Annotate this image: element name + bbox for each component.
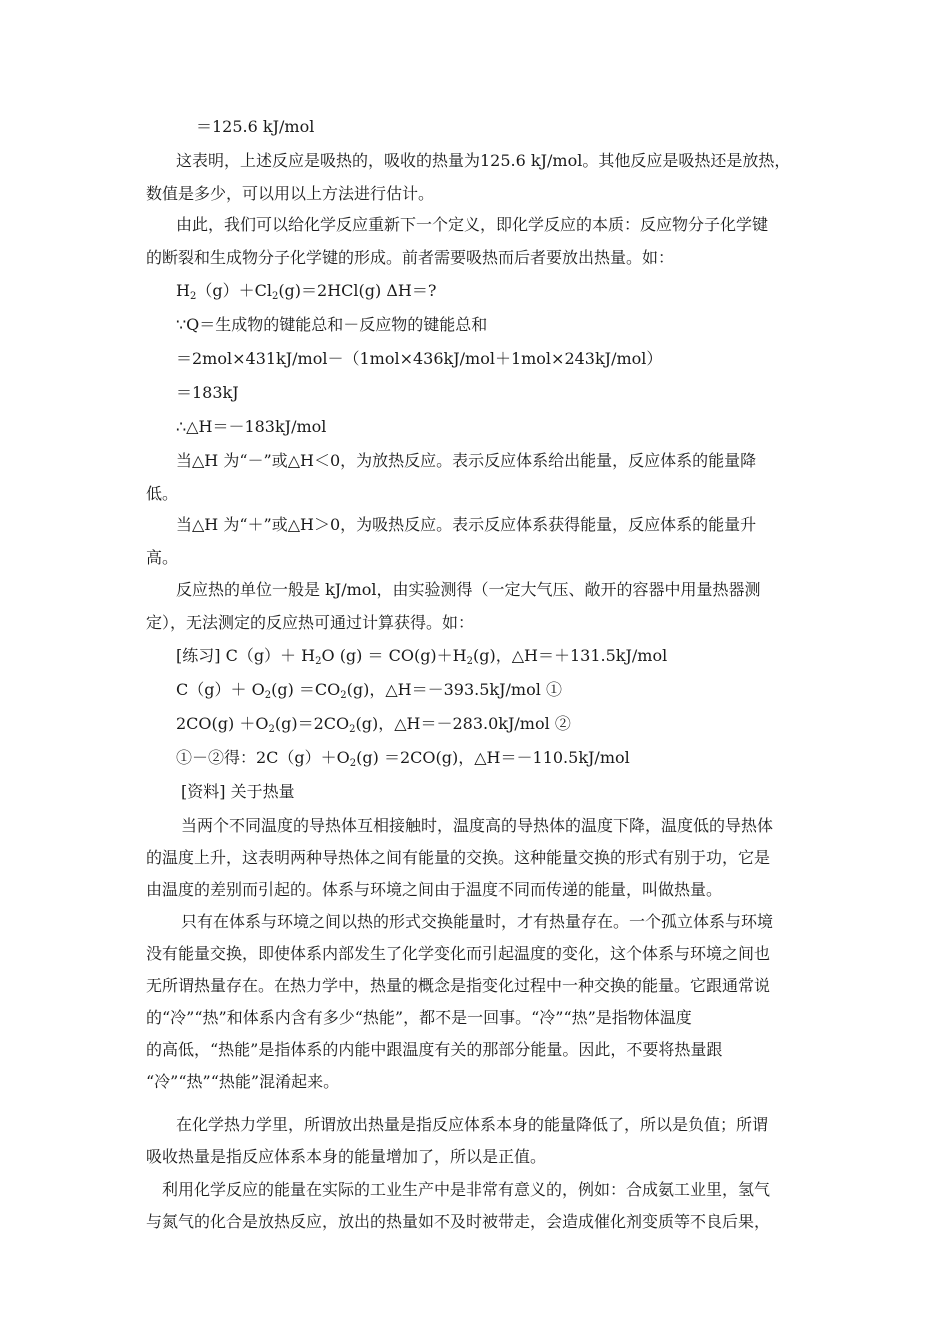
equation-line: [练习] $C(g)+ H_2O$ $(g) = CO(g)+H_2(g)$，△H＝＋131.5kJ/mol [176, 646, 668, 667]
text-line: 低。 [146, 484, 179, 503]
text-line: 当两个不同温度的导热体互相接触时，温度高的导热体的温度下降，温度低的导热体 [181, 816, 774, 835]
text-line: ＝125.6 kJ/mol [196, 117, 315, 136]
text-line: “冷”“热”“热能”混淆起来。 [146, 1072, 340, 1091]
text-line: 当△H 为“－”或△H＜0，为放热反应。表示反应体系给出能量，反应体系的能量降 [176, 451, 757, 470]
equation-line: ＝183kJ [176, 383, 239, 402]
equation-line: ∵Q＝生成物的键能总和－反应物的键能总和 [176, 315, 488, 334]
equation-line: $H_2(g)+Cl_2(g)=2HCl(g)$ ΔH＝? [176, 281, 437, 302]
text-line: 定），无法测定的反应热可通过计算获得。如： [146, 613, 475, 632]
text-line: 由温度的差别而引起的。体系与环境之间由于温度不同而传递的能量，叫做热量。 [146, 880, 723, 899]
text-line: 没有能量交换，即使体系内部发生了化学变化而引起温度的变化，这个体系与环境之间也 [146, 944, 771, 963]
text-line: 的高低，“热能”是指体系的内能中跟温度有关的那部分能量。因此，不要将热量跟 [146, 1040, 723, 1059]
text-line: 吸收热量是指反应体系本身的能量增加了，所以是正值。 [146, 1147, 547, 1166]
equation-line: ＝2mol×431kJ/mol－（1mol×436kJ/mol＋1mol×243kJ/mol） [176, 349, 663, 368]
text-line: 这表明，上述反应是吸热的，吸收的热量为125.6 kJ/mol。其他反应是吸热还是放热， [176, 151, 791, 170]
equation-line: $C(g)+ O_2(g) =CO_2(g)$，△H＝－393.5kJ/mol ① [176, 680, 562, 701]
text-line: 当△H 为“＋”或△H＞0，为吸热反应。表示反应体系获得能量，反应体系的能量升 [176, 515, 757, 534]
text-line: 的“冷”“热”和体系内含有多少“热能”，都不是一回事。“冷”“热”是指物体温度 [146, 1008, 692, 1027]
section-heading: [资料] 关于热量 [181, 782, 295, 801]
text-line: 无所谓热量存在。在热力学中，热量的概念是指变化过程中一种交换的能量。它跟通常说 [146, 976, 771, 995]
text-line: 数值是多少，可以用以上方法进行估计。 [146, 184, 435, 203]
text-line: 高。 [146, 548, 179, 567]
equation-line: ①－②得：$2C(g)+O_2(g) =2CO(g)$，△H＝－110.5kJ/mol [176, 748, 630, 769]
text-line: 只有在体系与环境之间以热的形式交换能量时，才有热量存在。一个孤立体系与环境 [181, 912, 774, 931]
equation-line: $2CO(g) +O_2(g)=2CO_2(g)$，△H＝－283.0kJ/mol ② [176, 714, 571, 735]
text-line: 的温度上升，这表明两种导热体之间有能量的交换。这种能量交换的形式有别于功，它是 [146, 848, 771, 867]
text-line: 反应热的单位一般是 kJ/mol，由实验测得（一定大气压、敞开的容器中用量热器测 [176, 580, 761, 599]
text-line: 利用化学反应的能量在实际的工业生产中是非常有意义的，例如：合成氨工业里，氢气 [162, 1180, 771, 1199]
equation-line: ∴△H＝－183kJ/mol [176, 417, 327, 436]
text-line: 由此，我们可以给化学反应重新下一个定义，即化学反应的本质：反应物分子化学键 [176, 215, 769, 234]
text-line: 与氮气的化合是放热反应，放出的热量如不及时被带走，会造成催化剂变质等不良后果， [146, 1212, 771, 1231]
text-line: 的断裂和生成物分子化学键的形成。前者需要吸热而后者要放出热量。如： [146, 248, 675, 267]
text-line: 在化学热力学里，所谓放出热量是指反应体系本身的能量降低了，所以是负值；所谓 [176, 1115, 769, 1134]
